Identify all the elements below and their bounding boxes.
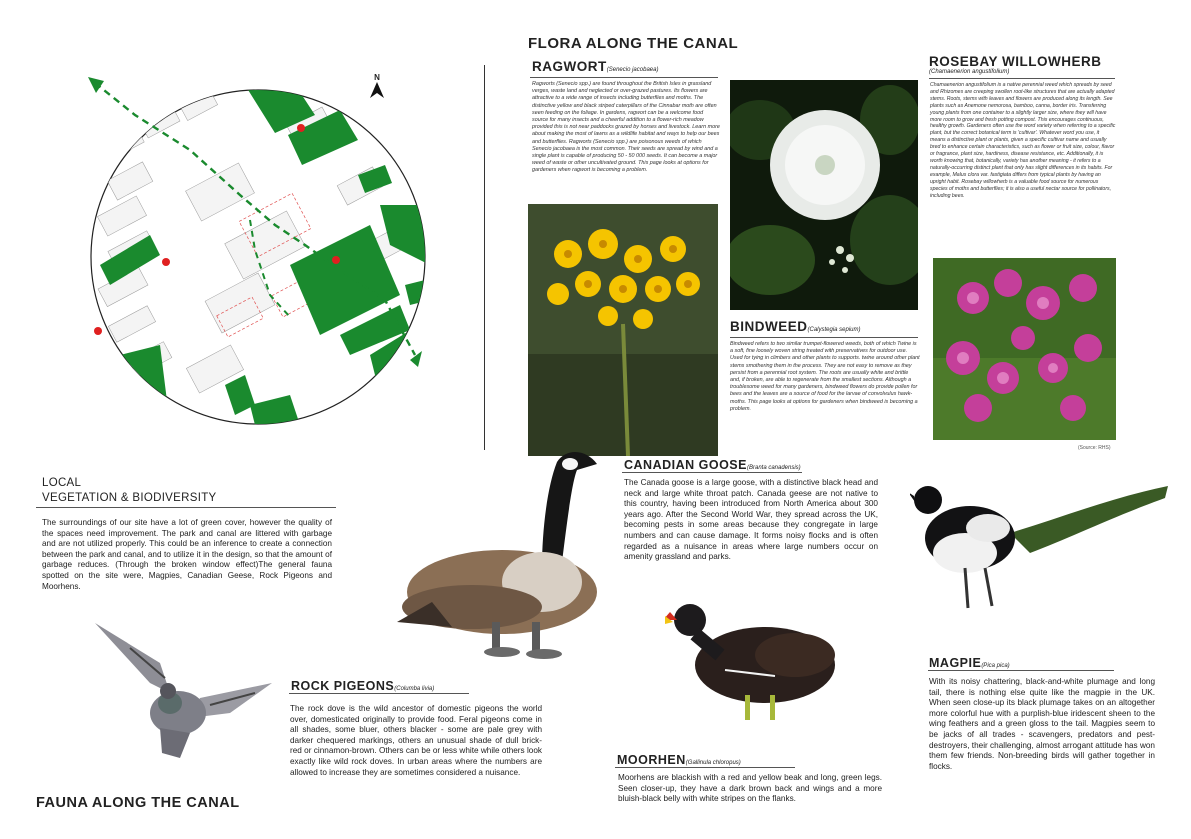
rosebay-name: ROSEBAY WILLOWHERB bbox=[929, 54, 1102, 69]
pigeon-text: The rock dove is the wild ancestor of domestic pigeons the world over, domesticated originally to provide food. Feral pigeons come in all shades, some bluer, others blacker - some are pale grey with darker chequered markings, others an unusual shade of dull brick-red or cinnamon-brown. Others can be or less white while others look exactly like wild rock doves. In urban areas where the numbers are allowed to increase they are sometimes considered a nuisance. bbox=[290, 704, 542, 777]
goose-photo bbox=[392, 442, 604, 660]
site-map bbox=[40, 55, 480, 455]
goose-text: The Canada goose is a large goose, with a distinctive black head and neck and large white throat patch. Canada geese are not native to this country, having been introduced from North America about 300 years ago. After the Second World War, they spread across the UK, becoming pests in some areas because they congregate in large numbers and can cause damage. It forms noisy flocks and is often regarded as a nuisance in areas where large numbers occur on amenity grassland and parks. bbox=[624, 478, 878, 562]
rosebay-photo bbox=[933, 258, 1116, 440]
goose-underline bbox=[622, 472, 802, 473]
magpie-underline bbox=[928, 670, 1114, 671]
ragwort-name: RAGWORT bbox=[532, 59, 607, 74]
bindweed-heading bbox=[730, 318, 861, 336]
ragwort-text: Ragworts (Senecio spp.) are found throughout the British Isles in grassland verges, waste land and neglected or over-grazed pastures. Its flowers are attractive to a wide range of insects including butterflies and moths. The distinctive yellow and black striped caterpillars of the Cinnabar moth are often seen feeding on the foliage. In gardens, ragwort can be a welcome food source for many insects and a cheerful addition to a flower-rich meadow provided this is not near paddocks grazed by horses and livestock. Learn more about making the most of lawns as a wildlife habitat and ways to help our bees and butterflies. Ragworts (Senecio spp.) are poisonous weeds of which Senecio jacobaea is the most common. Their seeds are spread by wind and a single plant is capable of producing 50 - 50 000 seeds. It can become a major weed of waste or other uncultivated ground. This page looks at options for gardeners when ragwort is becoming a problem. bbox=[532, 81, 720, 174]
north-arrow bbox=[367, 73, 387, 103]
north-arrow-icon bbox=[370, 82, 384, 98]
goose-name: CANADIAN GOOSE bbox=[624, 458, 747, 472]
flora-divider bbox=[484, 65, 485, 450]
magpie-photo bbox=[910, 478, 1170, 623]
moorhen-name: MOORHEN bbox=[617, 753, 686, 767]
magpie-name: MAGPIE bbox=[929, 656, 982, 670]
pigeon-name: ROCK PIGEONS bbox=[291, 679, 395, 693]
rosebay-sci: (Chamaenerion angustifolium) bbox=[929, 69, 1010, 75]
flora-title: FLORA ALONG THE CANAL bbox=[528, 35, 739, 52]
local-underline bbox=[36, 507, 336, 508]
moorhen-underline bbox=[615, 767, 795, 768]
bindweed-underline bbox=[730, 337, 918, 338]
rosebay-text: Chamaenerion angustifolium is a native perennial weed which spreads by seed and Rhizomes are creeping swollen root-like structures that are actually adapted stems. Roots, stems with leaves and flowers are produced along its length. See plants such as Anemone nemorosa, bamboo, canna, border iris. Transferring young plants from one container to a slightly larger size, where they will have more room to grow and fresh potting compost. This encourages continuous, healthy growth. Gardeners often use the word variety when referring to a specific plant, but the correct botanical term is 'cultivar'. Whatever word you use, it means a distinctive plant or plants, given a specific cultivar name and usually bred to enhance certain characteristics, such as flower or fruit size, colour, flavor or fragrance, plant size, hardiness, disease resistance, etc. Additionally, it is worth knowing that, botanically, variety has another meaning - it refers to a naturally-occurring distinct plant that only has slight differences in its habits. For example, Malus clora var. fastigiata differs from typical plants by having an upright habit. Rosebay willowherb is a valuable food source for numerous species of moths and butterflies; it is also a useful nectar source for pollinators, including bees. bbox=[930, 82, 1116, 199]
flora-source: (Source: RHS) bbox=[1078, 445, 1111, 451]
ragwort-photo bbox=[528, 204, 718, 456]
magpie-text: With its noisy chattering, black-and-white plumage and long tail, there is nothing else quite like the magpie in the UK. When seen close-up its black plumage takes on an altogether more colorful hue with a purplish-blue iridescent sheen to the wing feathers and a green gloss to the tail. Magpies seem to be jacks of all trades - scavengers, predators and pest-destroyers, their challenging, almost arrogant attitude has won them few friends. Non-breeding birds will gather together in flocks. bbox=[929, 677, 1155, 771]
pigeon-underline bbox=[289, 693, 469, 694]
magpie-sci: (Pica pica) bbox=[981, 663, 1010, 669]
site-map-drawing bbox=[40, 55, 480, 455]
pigeon-sci: (Columba livia) bbox=[394, 686, 435, 692]
ragwort-heading bbox=[532, 58, 658, 76]
local-title-line1: LOCAL bbox=[42, 477, 82, 489]
pigeon-photo bbox=[90, 623, 272, 763]
local-title bbox=[42, 476, 217, 506]
bindweed-photo bbox=[730, 80, 918, 310]
bindweed-name: BINDWEED bbox=[730, 319, 808, 334]
north-label: N bbox=[374, 73, 380, 82]
moorhen-photo bbox=[665, 590, 851, 730]
fauna-title: FAUNA ALONG THE CANAL bbox=[36, 795, 240, 811]
local-text: The surroundings of our site have a lot of green cover, however the quality of the spaces need improvement. The park and canal are littered with garbage and are not utilized properly. This could be an inference to create a connection between the park and canal, and to utilize it in the design, so that the amount of garbage reduces. (Through the broken window effect)The general fauna spotted on the site were, Magpies, Canadian Geese, Rock Pigeons and Moorhens. bbox=[42, 518, 332, 591]
bindweed-sci: (Calystegia sepium) bbox=[807, 327, 861, 333]
local-title-line2: VEGETATION & BIODIVERSITY bbox=[42, 492, 217, 504]
goose-sci: (Branta canadensis) bbox=[746, 465, 801, 471]
ragwort-sci: (Senecio jacobaea) bbox=[606, 67, 659, 73]
rosebay-underline bbox=[929, 78, 1115, 79]
bindweed-text: Bindweed refers to two similar trumpet-flowered weeds, both of which Twine is a soft, fine loosely woven string treated with preservatives for outdoor use. Used for tying in climbers and other plants to supports. twine around other plant stems smothering them in the process. They are not easy to remove as they persist from a perennial root system. The roots are usually white and brittle and, if broken, are able to regenerate from the smallest sections. Although a troublesome weed for many gardeners, bindweed flowers do provide pollen for bees and the leaves are a source of food for the larvae of convolvulus hawk-moths. This page looks at options for gardeners when bindweed is becoming a problem. bbox=[730, 341, 920, 412]
ragwort-underline bbox=[530, 77, 718, 78]
moorhen-text: Moorhens are blackish with a red and yellow beak and long, green legs. Seen closer-up, they have a dark brown back and wings and a more bluish-black belly with white stripes on the flanks. bbox=[618, 773, 882, 804]
moorhen-sci: (Gallinula chloropus) bbox=[685, 760, 741, 766]
